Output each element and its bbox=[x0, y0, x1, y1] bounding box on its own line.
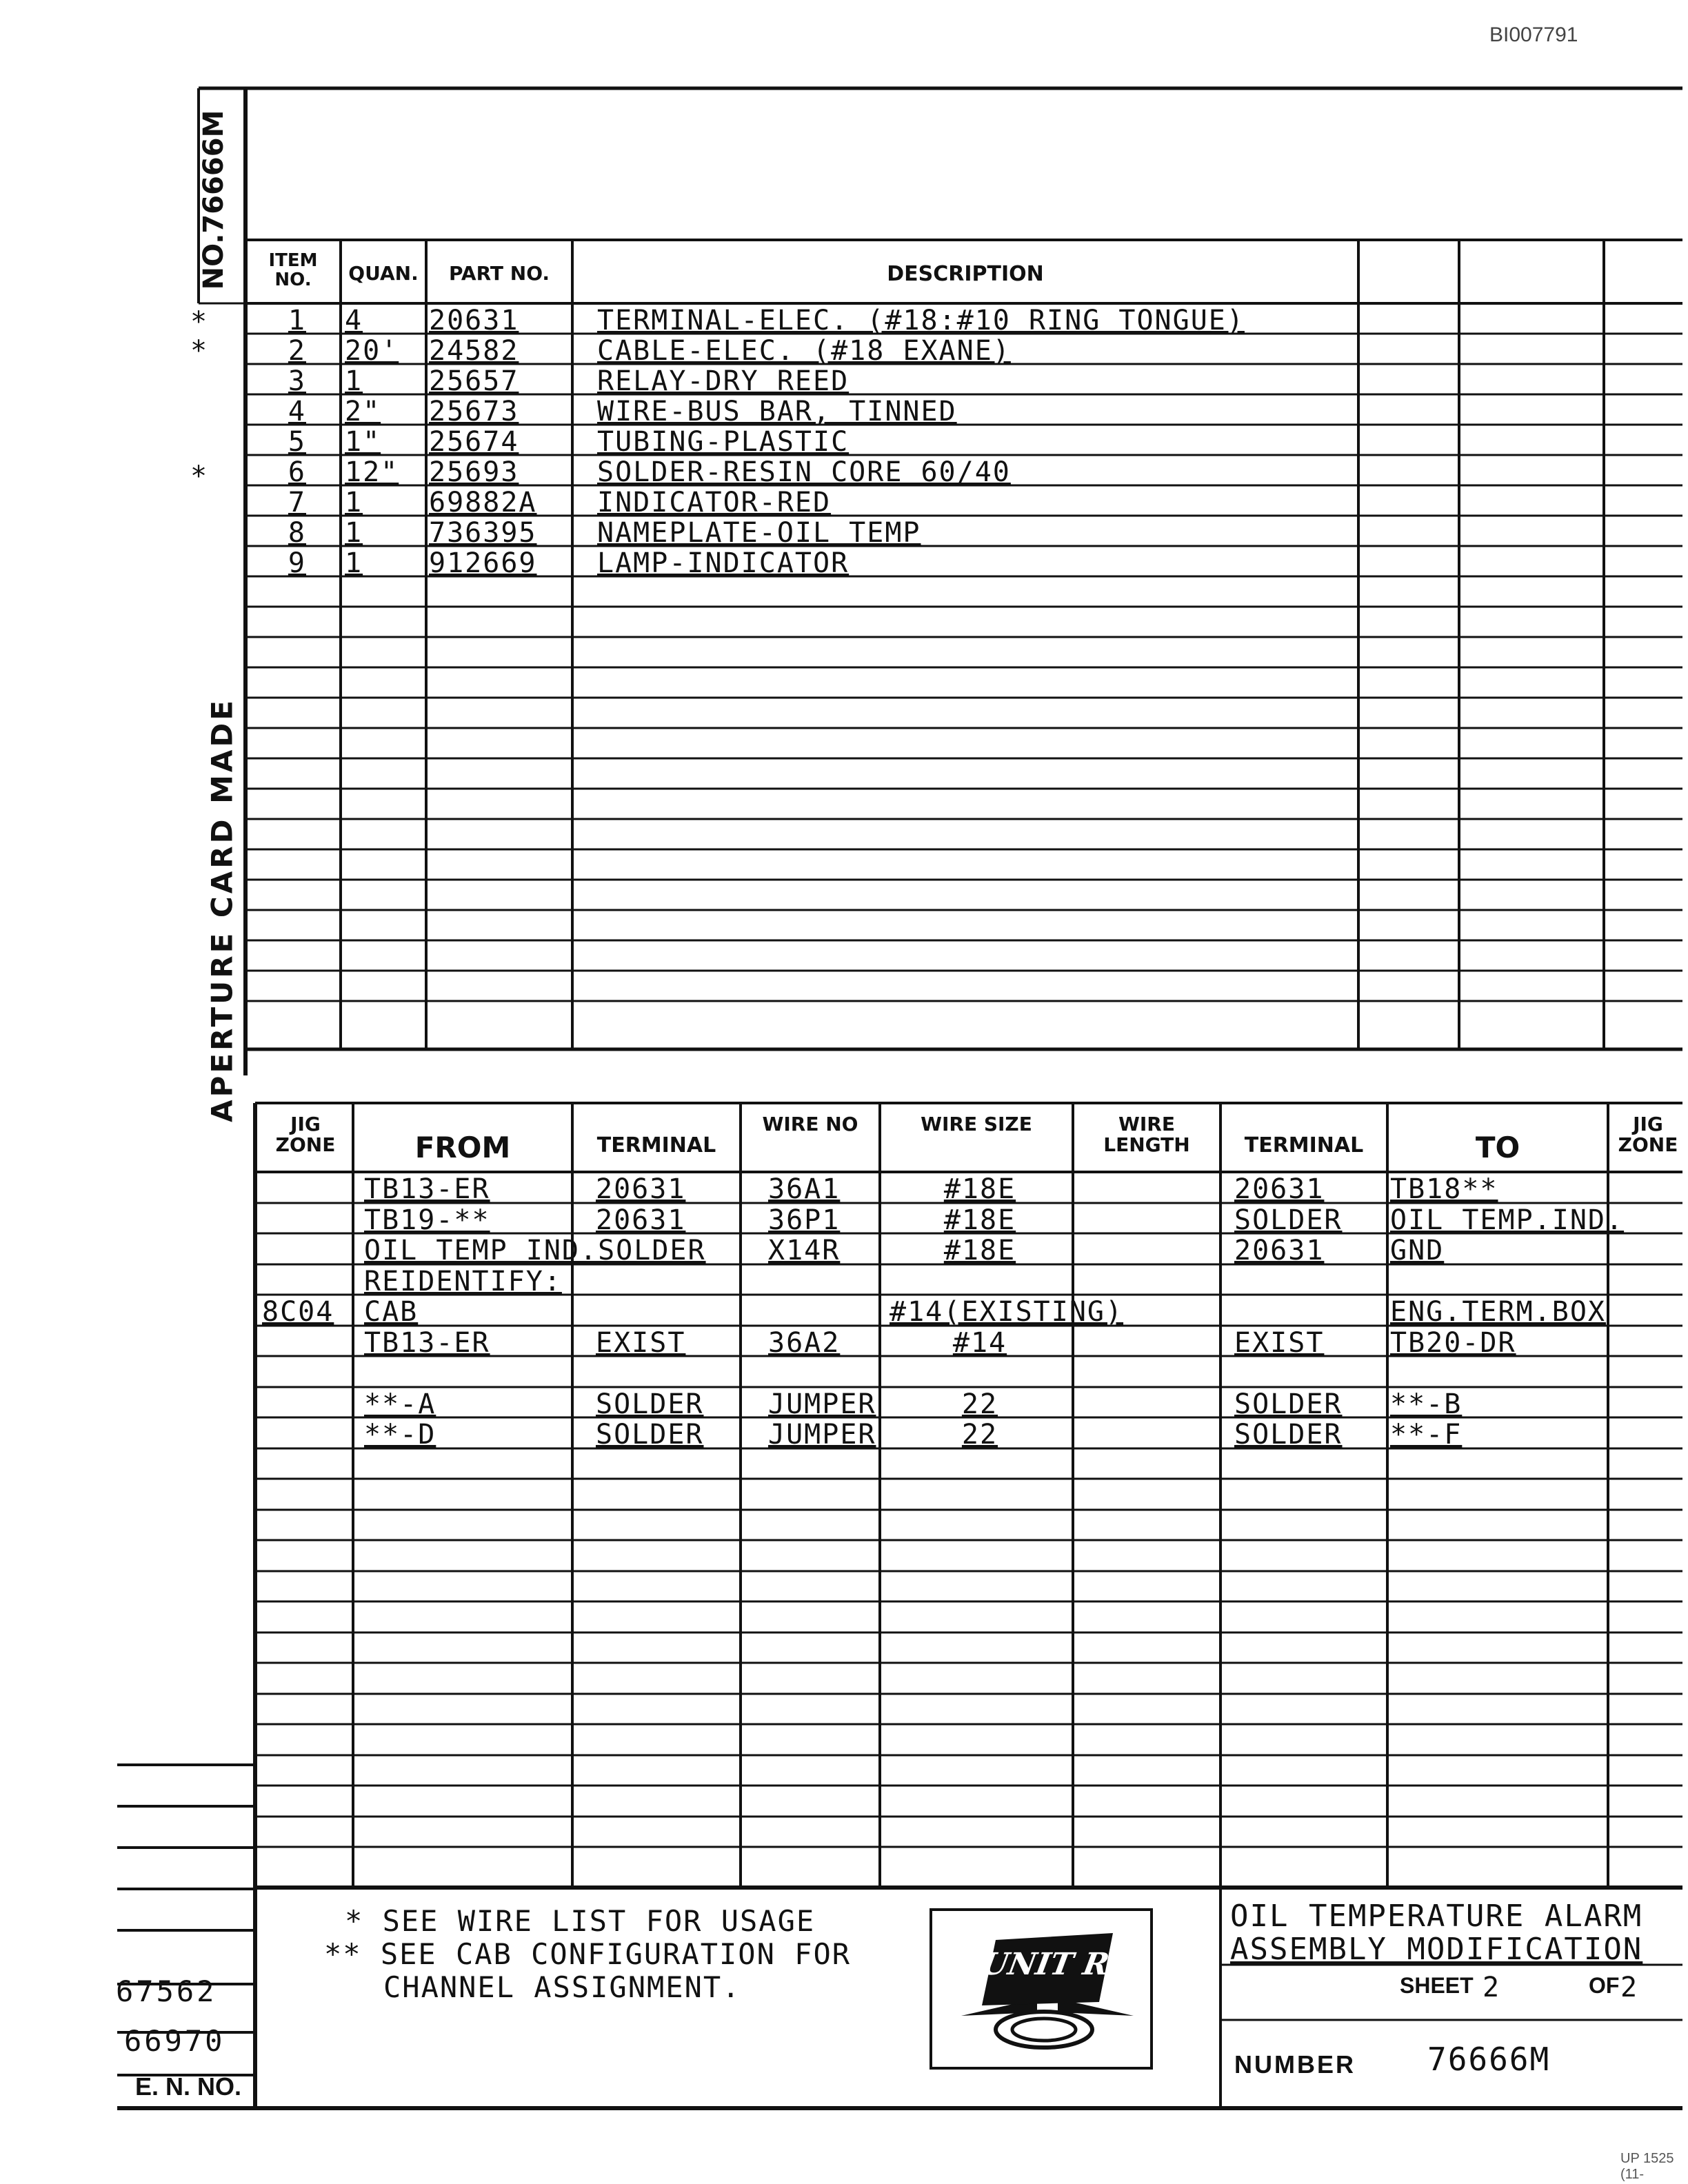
parts-cell-item-no: 9 bbox=[288, 547, 306, 579]
wire-cell-wire-no: X14R bbox=[768, 1235, 841, 1266]
note-3: CHANNEL ASSIGNMENT. bbox=[383, 1970, 741, 2004]
wire-cell-to: ENG.TERM.BOX bbox=[1390, 1296, 1606, 1328]
form-code: UP 1525 (11- bbox=[1620, 2151, 1674, 2182]
wire-cell-wire-size: #18E bbox=[943, 1204, 1016, 1236]
header-jig-zone-left: JIG ZONE bbox=[275, 1113, 336, 1156]
wire-cell-terminal-to: 20631 bbox=[1234, 1173, 1325, 1205]
parts-cell-description: LAMP-INDICATOR bbox=[597, 547, 850, 579]
wire-cell-terminal-from: 20631 bbox=[596, 1204, 686, 1236]
parts-cell-part-no: 25693 bbox=[429, 456, 519, 488]
wire-cell-wire-no: 36A1 bbox=[768, 1173, 841, 1205]
parts-cell-description: NAMEPLATE-OIL TEMP bbox=[597, 517, 921, 549]
wire-cell-terminal-from: EXIST bbox=[596, 1327, 686, 1359]
wire-cell-wire-no: JUMPER bbox=[768, 1388, 876, 1420]
parts-cell-description: TUBING-PLASTIC bbox=[597, 426, 850, 458]
parts-cell-part-no: 25674 bbox=[429, 426, 519, 458]
wire-cell-wire-size: #18E bbox=[943, 1235, 1016, 1266]
title-line-2: ASSEMBLY MODIFICATION bbox=[1230, 1932, 1643, 1967]
wire-cell-terminal-to: SOLDER bbox=[1234, 1388, 1343, 1420]
parts-cell-quantity: 20' bbox=[345, 335, 399, 367]
wire-cell-terminal-from: 20631 bbox=[596, 1173, 686, 1205]
header-jig-zone-right: JIG ZONE bbox=[1618, 1113, 1678, 1156]
parts-cell-description: WIRE-BUS BAR, TINNED bbox=[597, 396, 957, 427]
wire-cell-terminal-to: EXIST bbox=[1234, 1327, 1325, 1359]
note-2: ** SEE CAB CONFIGURATION FOR bbox=[324, 1937, 852, 1971]
of-number: 2 bbox=[1620, 1972, 1639, 2003]
drawing-number: 76666M bbox=[1427, 2041, 1551, 2078]
of-label: OF bbox=[1589, 1973, 1620, 1998]
side-drawing-number: NO.76666M bbox=[198, 110, 230, 290]
logo-text: UNIT RIG bbox=[978, 1947, 1152, 1982]
en-label: E. N. NO. bbox=[135, 2072, 242, 2101]
header-wire-size: WIRE SIZE bbox=[921, 1113, 1032, 1135]
parts-cell-quantity: 1 bbox=[345, 365, 363, 397]
wire-cell-wire-size: 22 bbox=[961, 1388, 998, 1420]
wire-cell-from: OIL TEMP IND.SOLDER bbox=[364, 1235, 706, 1266]
wire-cell-wire-size: #14 bbox=[952, 1327, 1007, 1359]
header-to: TO bbox=[1475, 1131, 1520, 1164]
wire-cell-from: **-D bbox=[364, 1419, 436, 1450]
parts-cell-part-no: 736395 bbox=[429, 517, 537, 549]
parts-cell-description: RELAY-DRY REED bbox=[597, 365, 850, 397]
parts-cell-quantity: 2" bbox=[345, 396, 381, 427]
wire-cell-terminal-to: 20631 bbox=[1234, 1235, 1325, 1266]
wire-cell-to: **-F bbox=[1390, 1419, 1463, 1450]
parts-cell-part-no: 24582 bbox=[429, 335, 519, 367]
parts-cell-part-no: 912669 bbox=[429, 547, 537, 579]
parts-cell-item-no: 8 bbox=[288, 517, 306, 549]
parts-cell-description: SOLDER-RESIN CORE 60/40 bbox=[597, 456, 1011, 488]
unit-rig-logo bbox=[934, 1912, 1152, 2065]
wire-cell-from: TB13-ER bbox=[364, 1173, 490, 1205]
wire-cell-terminal-to: SOLDER bbox=[1234, 1204, 1343, 1236]
parts-cell-part-no: 20631 bbox=[429, 305, 519, 336]
sheet-number: 2 bbox=[1483, 1972, 1501, 2003]
margin-star-2: * bbox=[190, 335, 209, 367]
wire-cell-from: CAB bbox=[364, 1296, 419, 1328]
parts-cell-quantity: 1" bbox=[345, 426, 381, 458]
wire-cell-terminal-to: SOLDER bbox=[1234, 1419, 1343, 1450]
parts-cell-quantity: 1 bbox=[345, 517, 363, 549]
parts-cell-description: CABLE-ELEC. (#18 EXANE) bbox=[597, 335, 1011, 367]
wire-cell-jig-zone: 8C04 bbox=[262, 1296, 334, 1328]
margin-star-3: * bbox=[190, 461, 209, 492]
parts-cell-item-no: 6 bbox=[288, 456, 306, 488]
document-id: BI007791 bbox=[1489, 23, 1578, 46]
parts-cell-part-no: 25673 bbox=[429, 396, 519, 427]
wire-cell-wire-size: 22 bbox=[961, 1419, 998, 1450]
wire-cell-from: REIDENTIFY: bbox=[364, 1266, 562, 1297]
wire-cell-from: TB19-** bbox=[364, 1204, 490, 1236]
parts-cell-quantity: 1 bbox=[345, 487, 363, 518]
parts-cell-quantity: 4 bbox=[345, 305, 363, 336]
wire-cell-wire-no: JUMPER bbox=[768, 1419, 876, 1450]
note-1: * SEE WIRE LIST FOR USAGE bbox=[345, 1904, 816, 1938]
parts-cell-item-no: 5 bbox=[288, 426, 306, 458]
parts-cell-item-no: 3 bbox=[288, 365, 306, 397]
header-wire-no: WIRE NO bbox=[762, 1113, 858, 1135]
en-number-1: 67562 bbox=[116, 1974, 217, 2008]
wire-cell-wire-size: #14(EXISTING) bbox=[890, 1296, 1124, 1328]
parts-cell-description: INDICATOR-RED bbox=[597, 487, 832, 518]
margin-star-1: * bbox=[190, 306, 209, 338]
number-label: NUMBER bbox=[1234, 2050, 1356, 2079]
header-wire-length: WIRE LENGTH bbox=[1103, 1113, 1190, 1156]
wire-cell-from: TB13-ER bbox=[364, 1327, 490, 1359]
wire-cell-to: OIL TEMP.IND. bbox=[1390, 1204, 1625, 1236]
wire-cell-wire-no: 36A2 bbox=[768, 1327, 841, 1359]
parts-cell-part-no: 69882A bbox=[429, 487, 537, 518]
wire-cell-wire-no: 36P1 bbox=[768, 1204, 841, 1236]
wire-cell-terminal-from: SOLDER bbox=[596, 1388, 704, 1420]
parts-cell-item-no: 1 bbox=[288, 305, 306, 336]
parts-cell-quantity: 12" bbox=[345, 456, 399, 488]
wire-cell-to: TB20-DR bbox=[1390, 1327, 1516, 1359]
header-terminal-left: TERMINAL bbox=[596, 1133, 716, 1157]
header-quan: QUAN. bbox=[348, 262, 419, 285]
parts-cell-item-no: 2 bbox=[288, 335, 306, 367]
parts-cell-part-no: 25657 bbox=[429, 365, 519, 397]
title-line-1: OIL TEMPERATURE ALARM bbox=[1230, 1899, 1643, 1934]
en-number-2: 66970 bbox=[124, 2024, 225, 2058]
parts-cell-item-no: 4 bbox=[288, 396, 306, 427]
header-from: FROM bbox=[414, 1131, 511, 1164]
aperture-card-label: APERTURE CARD MADE bbox=[205, 698, 239, 1122]
sheet-label: SHEET bbox=[1400, 1973, 1474, 1998]
header-description: DESCRIPTION bbox=[887, 262, 1044, 286]
wire-cell-wire-size: #18E bbox=[943, 1173, 1016, 1205]
wire-cell-to: GND bbox=[1390, 1235, 1445, 1266]
parts-cell-description: TERMINAL-ELEC. (#18:#10 RING TONGUE) bbox=[597, 305, 1245, 336]
wire-cell-from: **-A bbox=[364, 1388, 436, 1420]
header-terminal-right: TERMINAL bbox=[1244, 1133, 1364, 1157]
header-part-no: PART NO. bbox=[448, 262, 550, 285]
parts-cell-item-no: 7 bbox=[288, 487, 306, 518]
wire-cell-to: **-B bbox=[1390, 1388, 1463, 1420]
wire-cell-terminal-from: SOLDER bbox=[596, 1419, 704, 1450]
header-item-no: ITEM NO. bbox=[268, 250, 318, 290]
parts-cell-quantity: 1 bbox=[345, 547, 363, 579]
wire-cell-to: TB18** bbox=[1390, 1173, 1498, 1205]
